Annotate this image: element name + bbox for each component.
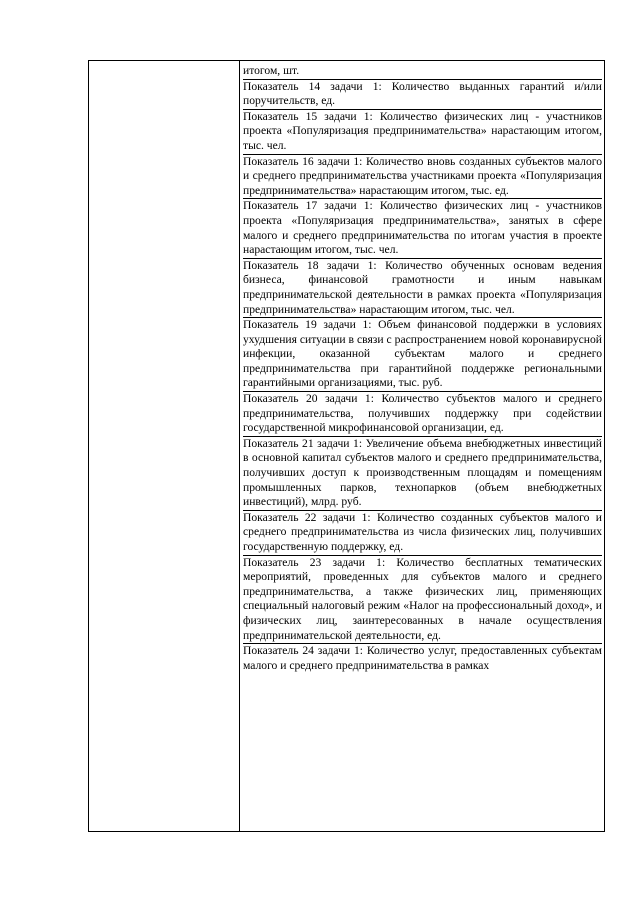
indicator-entry-19: Показатель 19 задачи 1: Объем финансовой поддержки в условиях ухудшения ситуации в связи с распространением новой коронавирусной инфекции, оказанной субъектам малого и среднего предпринимательства при гарантийной поддержке региональными гарантийными организациями, тыс. руб. [243, 318, 602, 390]
indicator-entry-continuation: итогом, шт. [243, 64, 300, 77]
table-right-cell [240, 61, 604, 831]
indicator-entry-16: Показатель 16 задачи 1: Количество вновь созданных субъектов малого и среднего предпринимательства участниками проекта «Популяризация предпринимательства» нарастающим итогом, тыс. ед. [243, 154, 602, 197]
indicator-entry-21: Показатель 21 задачи 1: Увеличение объема внебюджетных инвестиций в основной капитал субъектов малого и среднего предпринимательства, получивших доступ к производственным площадям и помещениям промышленных парков, технопарков (объем внебюджетных инвестиций), млрд. руб. [243, 436, 602, 509]
indicator-entry-24: Показатель 24 задачи 1: Количество услуг, предоставленных субъектам малого и среднего предпринимательства в рамках [243, 644, 602, 672]
indicator-entry-22: Показатель 22 задачи 1: Количество созданных субъектов малого и среднего предпринимательства из числа физических лиц, получивших государственную поддержку, ед. [243, 510, 602, 553]
indicator-entry-15: Показатель 15 задачи 1: Количество физических лиц - участников проекта «Популяризация предпринимательства» нарастающим итогом, тыс. чел. [243, 109, 602, 152]
indicator-entry-14: Показатель 14 задачи 1: Количество выданных гарантий и/или поручительств, ед. [243, 79, 602, 108]
indicator-entry-23: Показатель 23 задачи 1: Количество бесплатных тематических мероприятий, проведенных для субъектов малого и среднего предпринимательства, а также физических лиц, применяющих специальный налоговый режим «Налог на профессиональный доход», и физических лиц, заинтересованных в начале осуществления предпринимательской деятельности, ед. [243, 555, 602, 642]
indicator-entry-18: Показатель 18 задачи 1: Количество обученных основам ведения бизнеса, финансовой грамотности и иным навыкам предпринимательской деятельности в рамках проекта «Популяризация предпринимательства» нарастающим итогом, тыс. чел. [243, 258, 602, 316]
indicator-entry-17: Показатель 17 задачи 1: Количество физических лиц - участников проекта «Популяризация предпринимательства», занятых в сфере малого и среднего предпринимательства по итогам участия в проекте нарастающим итогом, тыс. чел. [243, 199, 602, 257]
document-table [88, 60, 605, 832]
table-left-cell [89, 61, 240, 831]
indicator-entry-20: Показатель 20 задачи 1: Количество субъектов малого и среднего предпринимательства, получивших поддержку при содействии государственной микрофинансовой организации, ед. [243, 392, 602, 435]
